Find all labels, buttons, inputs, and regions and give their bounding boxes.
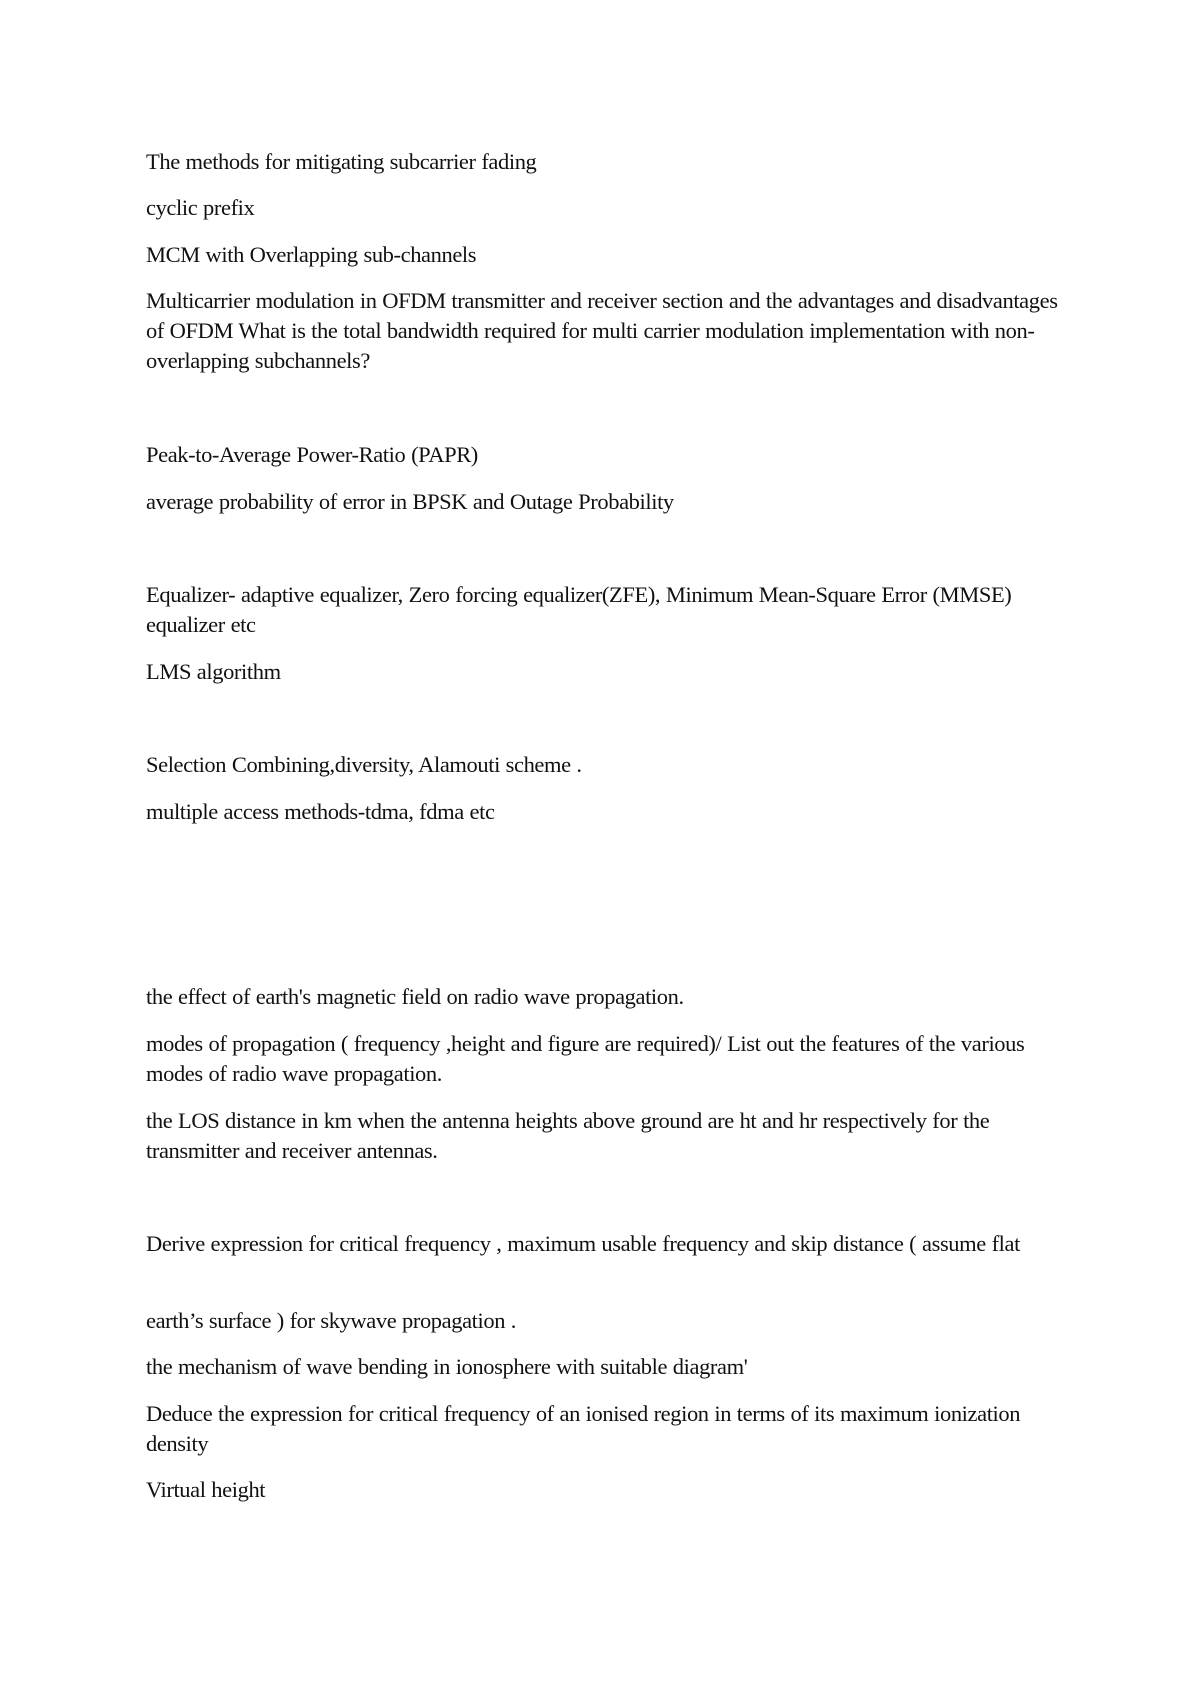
paragraph-lms: LMS algorithm — [146, 659, 281, 684]
paragraph-los-distance: the LOS distance in km when the antenna heights above ground are ht and hr respectively for the transmitter and receiver antennas. — [146, 1108, 990, 1163]
paragraph-multicarrier-ofdm: Multicarrier modulation in OFDM transmitter and receiver section and the advantages and disadvantages of OFDM What is the total bandwidth required for multi carrier modulation implementation with non-overlapping subchannels? — [146, 288, 1058, 373]
paragraph-cyclic-prefix: cyclic prefix — [146, 195, 255, 220]
paragraph-bpsk-outage: average probability of error in BPSK and Outage Probability — [146, 489, 674, 514]
paragraph-subcarrier-fading: The methods for mitigating subcarrier fading — [146, 149, 537, 174]
paragraph-magnetic-field: the effect of earth's magnetic field on radio wave propagation. — [146, 984, 684, 1009]
paragraph-equalizer: Equalizer- adaptive equalizer, Zero forcing equalizer(ZFE), Minimum Mean-Square Error (MMSE) equalizer etc — [146, 582, 1012, 637]
paragraph-skywave: earth’s surface ) for skywave propagation . — [146, 1308, 517, 1333]
paragraph-modes-of-propagation: modes of propagation ( frequency ,height and figure are required)/ List out the features of the various modes of radio wave propagation. — [146, 1031, 1025, 1086]
paragraph-ionization-density: Deduce the expression for critical frequency of an ionised region in terms of its maximum ionization density — [146, 1401, 1021, 1456]
paragraph-papr: Peak-to-Average Power-Ratio (PAPR) — [146, 442, 478, 467]
paragraph-wave-bending: the mechanism of wave bending in ionosphere with suitable diagram' — [146, 1354, 748, 1379]
paragraph-mcm-overlapping: MCM with Overlapping sub-channels — [146, 242, 477, 267]
paragraph-multiple-access: multiple access methods-tdma, fdma etc — [146, 799, 495, 824]
paragraph-critical-frequency: Derive expression for critical frequency , maximum usable frequency and skip distance ( assume flat — [146, 1231, 1020, 1256]
paragraph-selection-combining: Selection Combining,diversity, Alamouti scheme . — [146, 752, 582, 777]
paragraph-virtual-height: Virtual height — [146, 1477, 266, 1502]
